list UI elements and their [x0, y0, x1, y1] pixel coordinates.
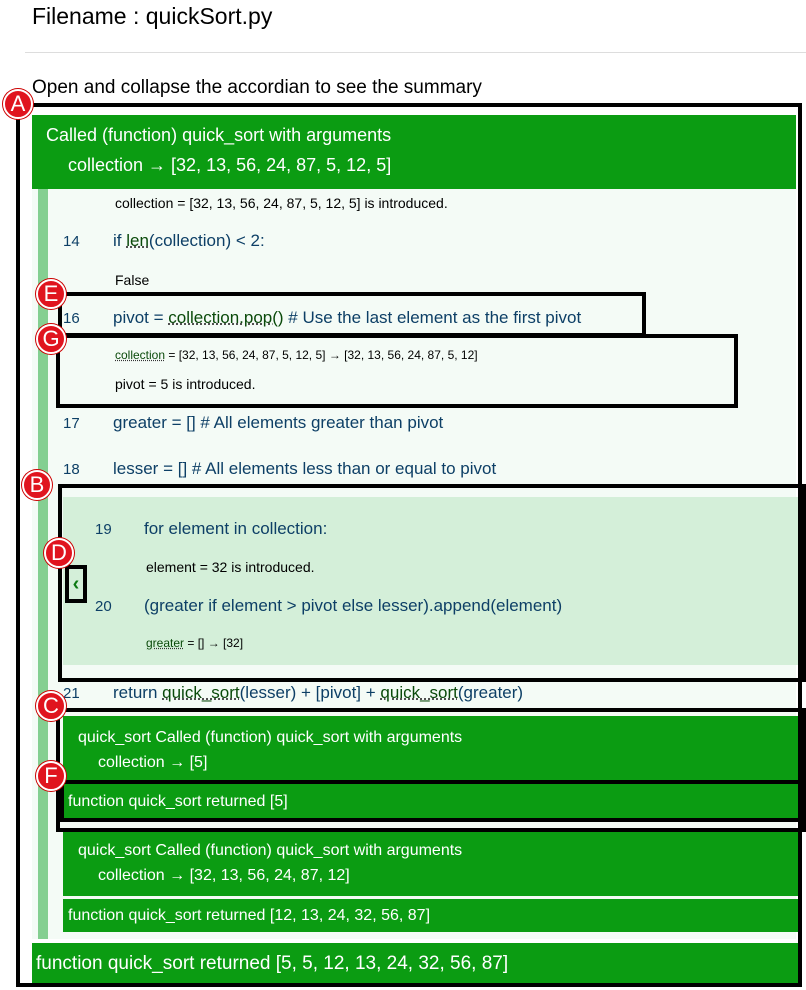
badge-e: E	[36, 279, 66, 309]
sub-call-1-return-text: function quick_sort returned [5]	[68, 793, 288, 810]
code-line-19[interactable]: for element in collection:	[144, 519, 328, 538]
badge-d: D	[44, 538, 74, 568]
sub-call-2-return-text: function quick_sort returned [12, 13, 24, 32, 56, 87]	[68, 907, 431, 924]
badge-g: G	[36, 324, 66, 354]
badge-b: B	[22, 470, 52, 500]
line-number: 16	[63, 310, 80, 327]
code-line-14[interactable]: if len(collection) < 2:	[113, 231, 265, 250]
line-number: 17	[63, 415, 80, 432]
filename-title: Filename : quickSort.py	[32, 3, 273, 29]
line-number: 20	[95, 598, 112, 615]
greater-change: greater = [] → [32]	[146, 636, 244, 650]
sub-call-1-title: quick_sort Called (function) quick_sort with arguments	[78, 729, 463, 746]
intro-note: collection = [32, 13, 56, 24, 87, 5, 12, 5] is introduced.	[115, 195, 448, 211]
line-number: 18	[63, 461, 80, 478]
chevron-left-icon[interactable]: ‹	[65, 565, 87, 603]
element-note: element = 32 is introduced.	[146, 559, 315, 575]
condition-result: False	[115, 272, 150, 288]
code-line-17[interactable]: greater = [] # All elements greater than pivot	[113, 413, 444, 432]
annotation-box-e	[58, 292, 646, 337]
line-number: 21	[63, 685, 80, 702]
call-title: Called (function) quick_sort with arguments	[46, 125, 392, 145]
code-line-20[interactable]: (greater if element > pivot else lesser).append(element)	[144, 596, 563, 615]
final-return-text: function quick_sort returned [5, 5, 12, 13, 24, 32, 56, 87]	[36, 953, 509, 974]
annotation-box-b	[58, 484, 806, 682]
sub-call-2-args: collection → [32, 13, 56, 24, 87, 12]	[98, 867, 350, 884]
call-args: collection → [32, 13, 56, 24, 87, 5, 12, 5]	[68, 155, 392, 175]
instructions: Open and collapse the accordian to see the summary	[32, 77, 482, 98]
annotation-box-g	[56, 334, 738, 408]
pivot-note: pivot = 5 is introduced.	[115, 376, 256, 392]
sub-call-1-args: collection → [5]	[98, 754, 208, 771]
annotation-box-f	[60, 780, 806, 822]
badge-a: A	[3, 89, 33, 119]
badge-c: C	[36, 691, 66, 721]
code-line-21[interactable]: return quick_sort(lesser) + [pivot] + quick_sort(greater)	[113, 683, 524, 702]
divider	[25, 52, 806, 53]
line-number: 19	[95, 521, 112, 538]
sub-call-2-title: quick_sort Called (function) quick_sort with arguments	[78, 842, 463, 859]
line-number: 14	[63, 233, 80, 250]
badge-f: F	[36, 761, 66, 791]
collection-change: collection = [32, 13, 56, 24, 87, 5, 12, 5] → [32, 13, 56, 24, 87, 5, 12]	[115, 348, 478, 362]
code-line-18[interactable]: lesser = [] # All elements less than or equal to pivot	[113, 459, 497, 478]
code-line-16[interactable]: pivot = collection.pop() # Use the last element as the first pivot	[113, 308, 582, 327]
